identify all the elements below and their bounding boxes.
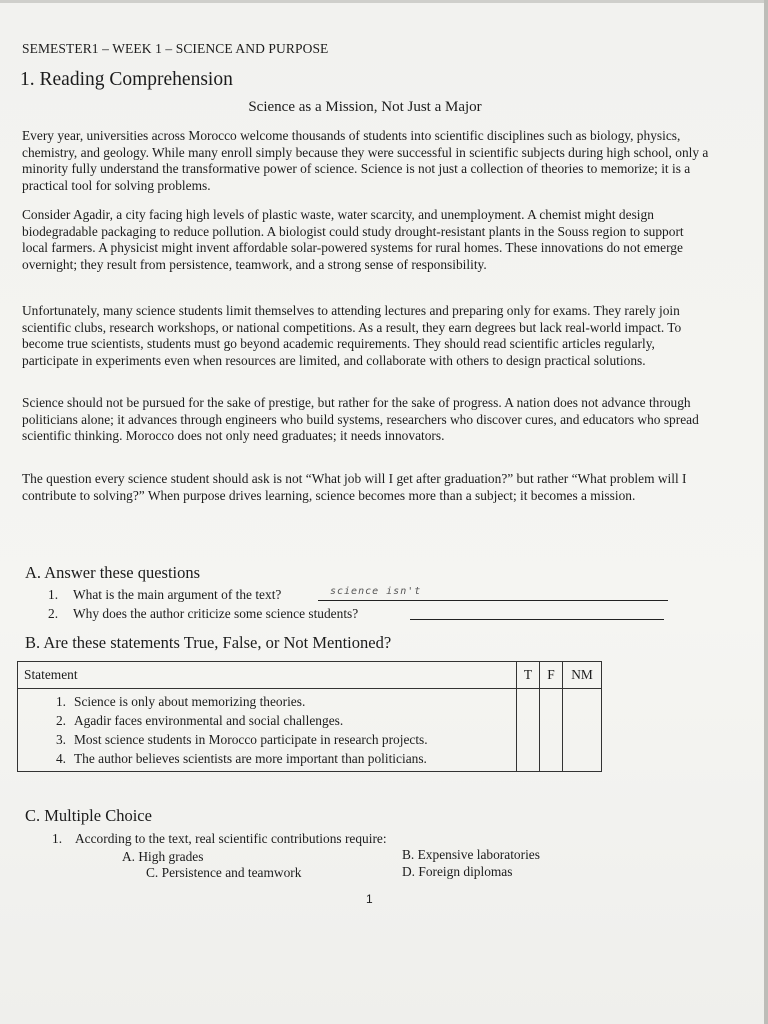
statements-cell <box>18 689 517 772</box>
answer-line-2[interactable] <box>410 619 664 620</box>
mc-option-a[interactable]: A. High grades <box>122 849 204 864</box>
mc-option-c[interactable]: C. Persistence and teamwork <box>146 865 302 880</box>
statement-number: 3. <box>55 732 66 747</box>
paragraph-1: Every year, universities across Morocco welcome thousands of students into scientific disciplines such as biology, physics, chemistry, and geology. While many enroll simply because they were successful in scientific subjects during high school, only a minority fully understand the transformative power of science. Science is not just a collection of theories to memorize; it is a practical tool for solving problems. <box>22 128 709 193</box>
mc-question-text: According to the text, real scientific contributions require: <box>75 831 387 846</box>
section-a-title: A. Answer these questions <box>25 563 201 582</box>
table-body-row <box>18 689 602 772</box>
statement-text: Most science students in Morocco participate in research projects. <box>74 732 428 747</box>
statement-text: Science is only about memorizing theories. <box>74 694 306 709</box>
answer-line-1[interactable] <box>318 600 668 601</box>
true-answer-cell[interactable] <box>517 689 540 772</box>
mc-question-number: 1. <box>52 831 63 846</box>
section-b-title: B. Are these statements True, False, or Not Mentioned? <box>25 633 392 652</box>
paragraph-3: Unfortunately, many science students limit themselves to attending lectures and preparing only for exams. They rarely join scientific clubs, research workshops, or national competitions. As a result, they earn degrees but lack real-world impact. To become true scientists, students must go beyond academic requirements. They should read scientific articles regularly, participate in experiments even when resources are limited, and collaborate with others to design practical solutions. <box>22 303 682 368</box>
statement-text: The author believes scientists are more important than politicians. <box>74 751 427 766</box>
statement-row <box>44 730 516 749</box>
not-mentioned-answer-cell[interactable] <box>563 689 602 772</box>
table-header-row <box>18 662 602 689</box>
question-1-number: 1. <box>48 587 59 602</box>
false-answer-cell[interactable] <box>540 689 563 772</box>
true-false-table <box>17 661 602 772</box>
handwritten-answer-1: science isn't <box>330 586 422 597</box>
question-2-text: Why does the author criticize some science students? <box>73 606 359 621</box>
page-right-edge <box>764 0 768 1024</box>
statement-number: 2. <box>55 713 66 728</box>
question-2-number: 2. <box>48 606 59 621</box>
statement-row <box>44 692 516 711</box>
header-false: F <box>540 662 563 689</box>
page-top-edge <box>0 0 768 3</box>
question-1-text: What is the main argument of the text? <box>73 587 282 602</box>
header-statement: Statement <box>18 662 517 689</box>
article-title: Science as a Mission, Not Just a Major <box>248 99 482 115</box>
mc-option-d[interactable]: D. Foreign diplomas <box>402 864 513 879</box>
page-number: 1 <box>366 892 373 906</box>
header-true: T <box>517 662 540 689</box>
paragraph-4: Science should not be pursued for the sake of prestige, but rather for the sake of progress. A nation does not advance through politicians alone; it advances through engineers who build systems, researchers who discover cures, and educators who spread scientific thinking. Morocco does not only need graduates; it needs innovators. <box>22 395 699 444</box>
section-title: 1. Reading Comprehension <box>20 69 233 90</box>
section-c-title: C. Multiple Choice <box>25 806 152 825</box>
mc-option-b[interactable]: B. Expensive laboratories <box>402 847 540 862</box>
header-not-mentioned: NM <box>563 662 602 689</box>
paragraph-5: The question every science student should ask is not “What job will I get after graduation?” but rather “What problem will I contribute to solving?” When purpose drives learning, science becomes more than a subject; it becomes a mission. <box>22 471 687 503</box>
worksheet-header: SEMESTER1 – WEEK 1 – SCIENCE AND PURPOSE <box>22 41 329 56</box>
statement-text: Agadir faces environmental and social challenges. <box>74 713 344 728</box>
statement-number: 4. <box>55 751 66 766</box>
statement-row <box>44 711 516 730</box>
statement-number: 1. <box>55 694 66 709</box>
statement-row <box>44 749 516 768</box>
paragraph-2: Consider Agadir, a city facing high levels of plastic waste, water scarcity, and unemployment. A chemist might design biodegradable packaging to reduce pollution. A biologist could study drought-resistant plants in the Souss region to support local farmers. A physicist might invent affordable solar-powered systems for rural homes. These innovations do not emerge overnight; they result from persistence, teamwork, and a strong sense of responsibility. <box>22 207 684 272</box>
